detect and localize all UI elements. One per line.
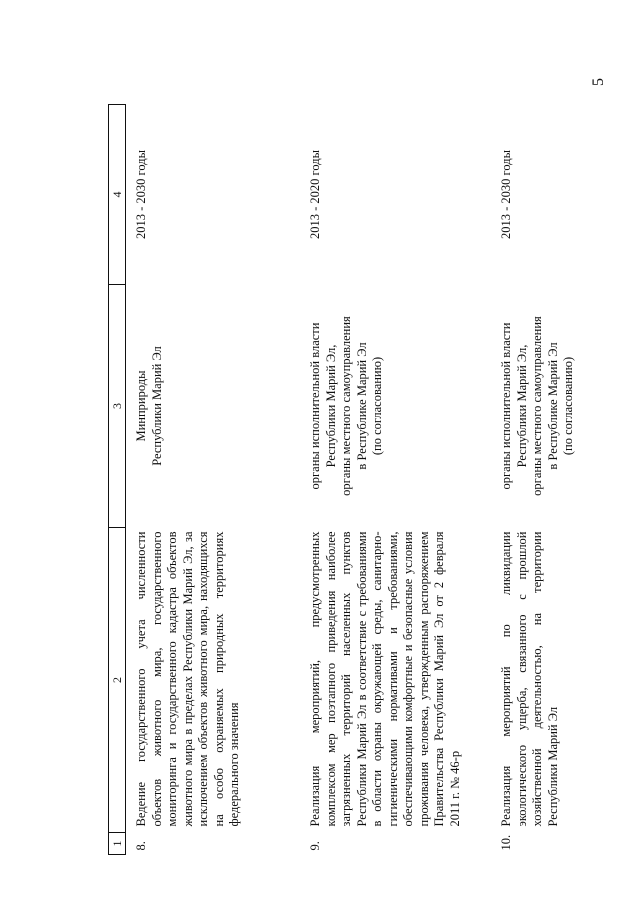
row-number: 9. xyxy=(308,841,322,851)
task-cell xyxy=(491,528,605,833)
executor-line: Минприроды xyxy=(134,370,148,442)
executor-line: в Республике Марий Эл xyxy=(545,342,560,470)
row-number: 10. xyxy=(499,834,513,851)
table-row xyxy=(491,105,605,855)
table-row xyxy=(300,105,491,855)
task-cell xyxy=(300,528,491,833)
task-cell xyxy=(126,528,301,833)
header-row xyxy=(109,105,126,855)
executor-line: органы исполнительной власти xyxy=(308,322,322,490)
term-cell: 2013 - 2020 годы xyxy=(308,150,322,240)
task-text: Реализация мероприятий, предусмотренных комплексом мер поэтапного приведения наиболее загрязненных территорий населенных пунктов Республики Марий Эл в соответствие с требованиями в области охраны окружающей среды, санитарно-гигиеническими нормативами и требованиями, обеспечивающими комфортные и безопасные условия проживания человека, утвержденным распоряжением Правительства Республики Марий Эл от 2 февраля 2011 г. № 46-р xyxy=(308,531,462,827)
executor-line: органы исполнительной власти xyxy=(499,322,513,490)
executor-cell xyxy=(126,285,301,528)
rotated-page-content xyxy=(108,105,613,855)
executor-line: Республики Марий Эл, xyxy=(323,344,338,468)
executor-cell xyxy=(491,285,605,528)
task-text: Ведение государственного учета численности объектов животного мира, государственного мониторинга и государственного кадастра объектов животного мира в пределах Республики Марий Эл, за исключением объектов животного мира, находящихся на особо охраняемых природных территориях федерального значения xyxy=(134,531,241,827)
executor-line: в Республике Марий Эл xyxy=(354,342,369,470)
executor-line: органы местного самоуправления xyxy=(339,316,353,496)
term-cell: 2013 - 2030 годы xyxy=(134,150,148,240)
column-header-4: 4 xyxy=(109,105,126,285)
table-row xyxy=(126,105,301,855)
term-cell: 2013 - 2030 годы xyxy=(499,150,513,240)
executor-cell xyxy=(300,285,491,528)
executor-line: органы местного самоуправления xyxy=(530,316,544,496)
executor-line: Республики Марий Эл xyxy=(149,346,164,466)
column-header-1: 1 xyxy=(109,833,126,855)
plan-table xyxy=(108,104,605,855)
column-header-3: 3 xyxy=(109,285,126,528)
row-number: 8. xyxy=(134,841,148,851)
page-number: 5 xyxy=(590,78,607,86)
executor-line: (по согласованию) xyxy=(561,356,575,456)
task-text: Реализация мероприятий по ликвидации экологического ущерба, связанного с прошлой хозяйственной деятельностью, на территории Республики Марий Эл xyxy=(499,531,560,827)
executor-line: (по согласованию) xyxy=(370,356,384,456)
column-header-2: 2 xyxy=(109,528,126,833)
executor-line: Республики Марий Эл, xyxy=(514,344,529,468)
